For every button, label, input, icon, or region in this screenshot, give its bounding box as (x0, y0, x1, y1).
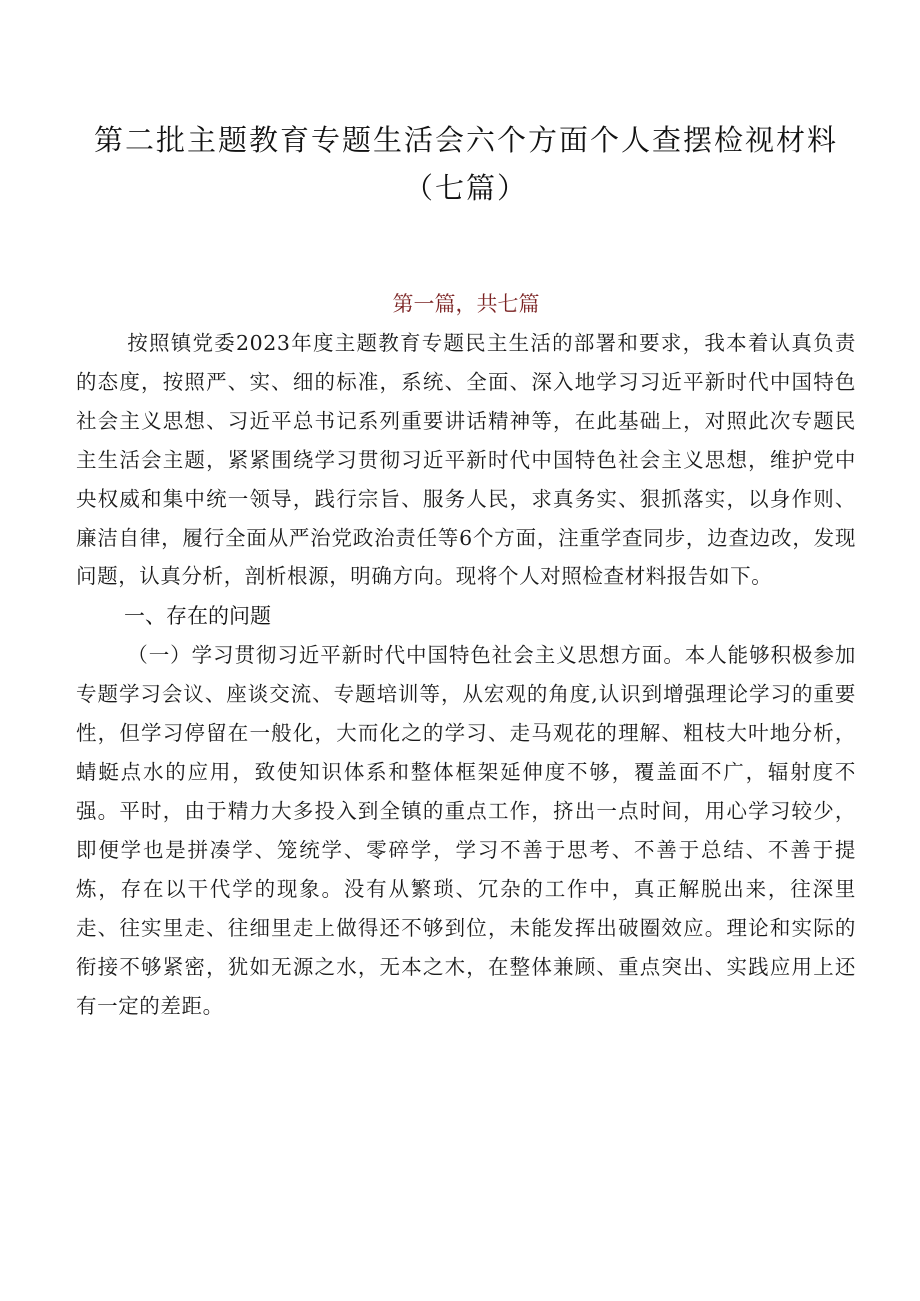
subheading-existing-problems: 一、存在的问题 (124, 604, 271, 629)
intro-paragraph: 按照镇党委2023年度主题教育专题民主生活的部署和要求，我本着认真负责的态度，按照严、实、细的标准，系统、全面、深入地学习习近平新时代中国特色社会主义思想、习近平总书记系列重要讲话精神等，在此基础上，对照此次专题民主生活会主题，紧紧围绕学习贯彻习近平新时代中国特色社会主义思想，维护党中央权威和集中统一领导，践行宗旨、服务人民，求真务实、狠抓落实，以身作则、廉洁自律，履行全面从严治党政治责任等6个方面，注重学查同步，边查边改，发现问题，认真分析，剖析根源，明确方向。现将个人对照检查材料报告如下。 (76, 331, 856, 589)
section-heading: 第一篇，共七篇 (392, 292, 540, 316)
document-title: 第二批主题教育专题生活会六个方面个人查摆检视材料 (93, 123, 838, 157)
document-subtitle: （七篇） (403, 171, 528, 205)
body-paragraph: （一）学习贯彻习近平新时代中国特色社会主义思想方面。本人能够积极参加专题学习会议、座谈交流、专题培训等，从宏观的角度,认识到增强理论学习的重要性，但学习停留在一般化，大而化之的学习、走马观花的理解、粗枝大叶地分析，蜻蜓点水的应用，致使知识体系和整体框架延伸度不够，覆盖面不广，辐射度不强。平时，由于精力大多投入到全镇的重点工作，挤出一点时间，用心学习较少，即便学也是拼凑学、笼统学、零碎学，学习不善于思考、不善于总结、不善于提炼，存在以干代学的现象。没有从繁琐、冗杂的工作中，真正解脱出来，往深里走、往实里走、往细里走上做得还不够到位，未能发挥出破圈效应。理论和实际的衔接不够紧密，犹如无源之水，无本之木，在整体兼顾、重点突出、实践应用上还有一定的差距。 (76, 643, 856, 1018)
